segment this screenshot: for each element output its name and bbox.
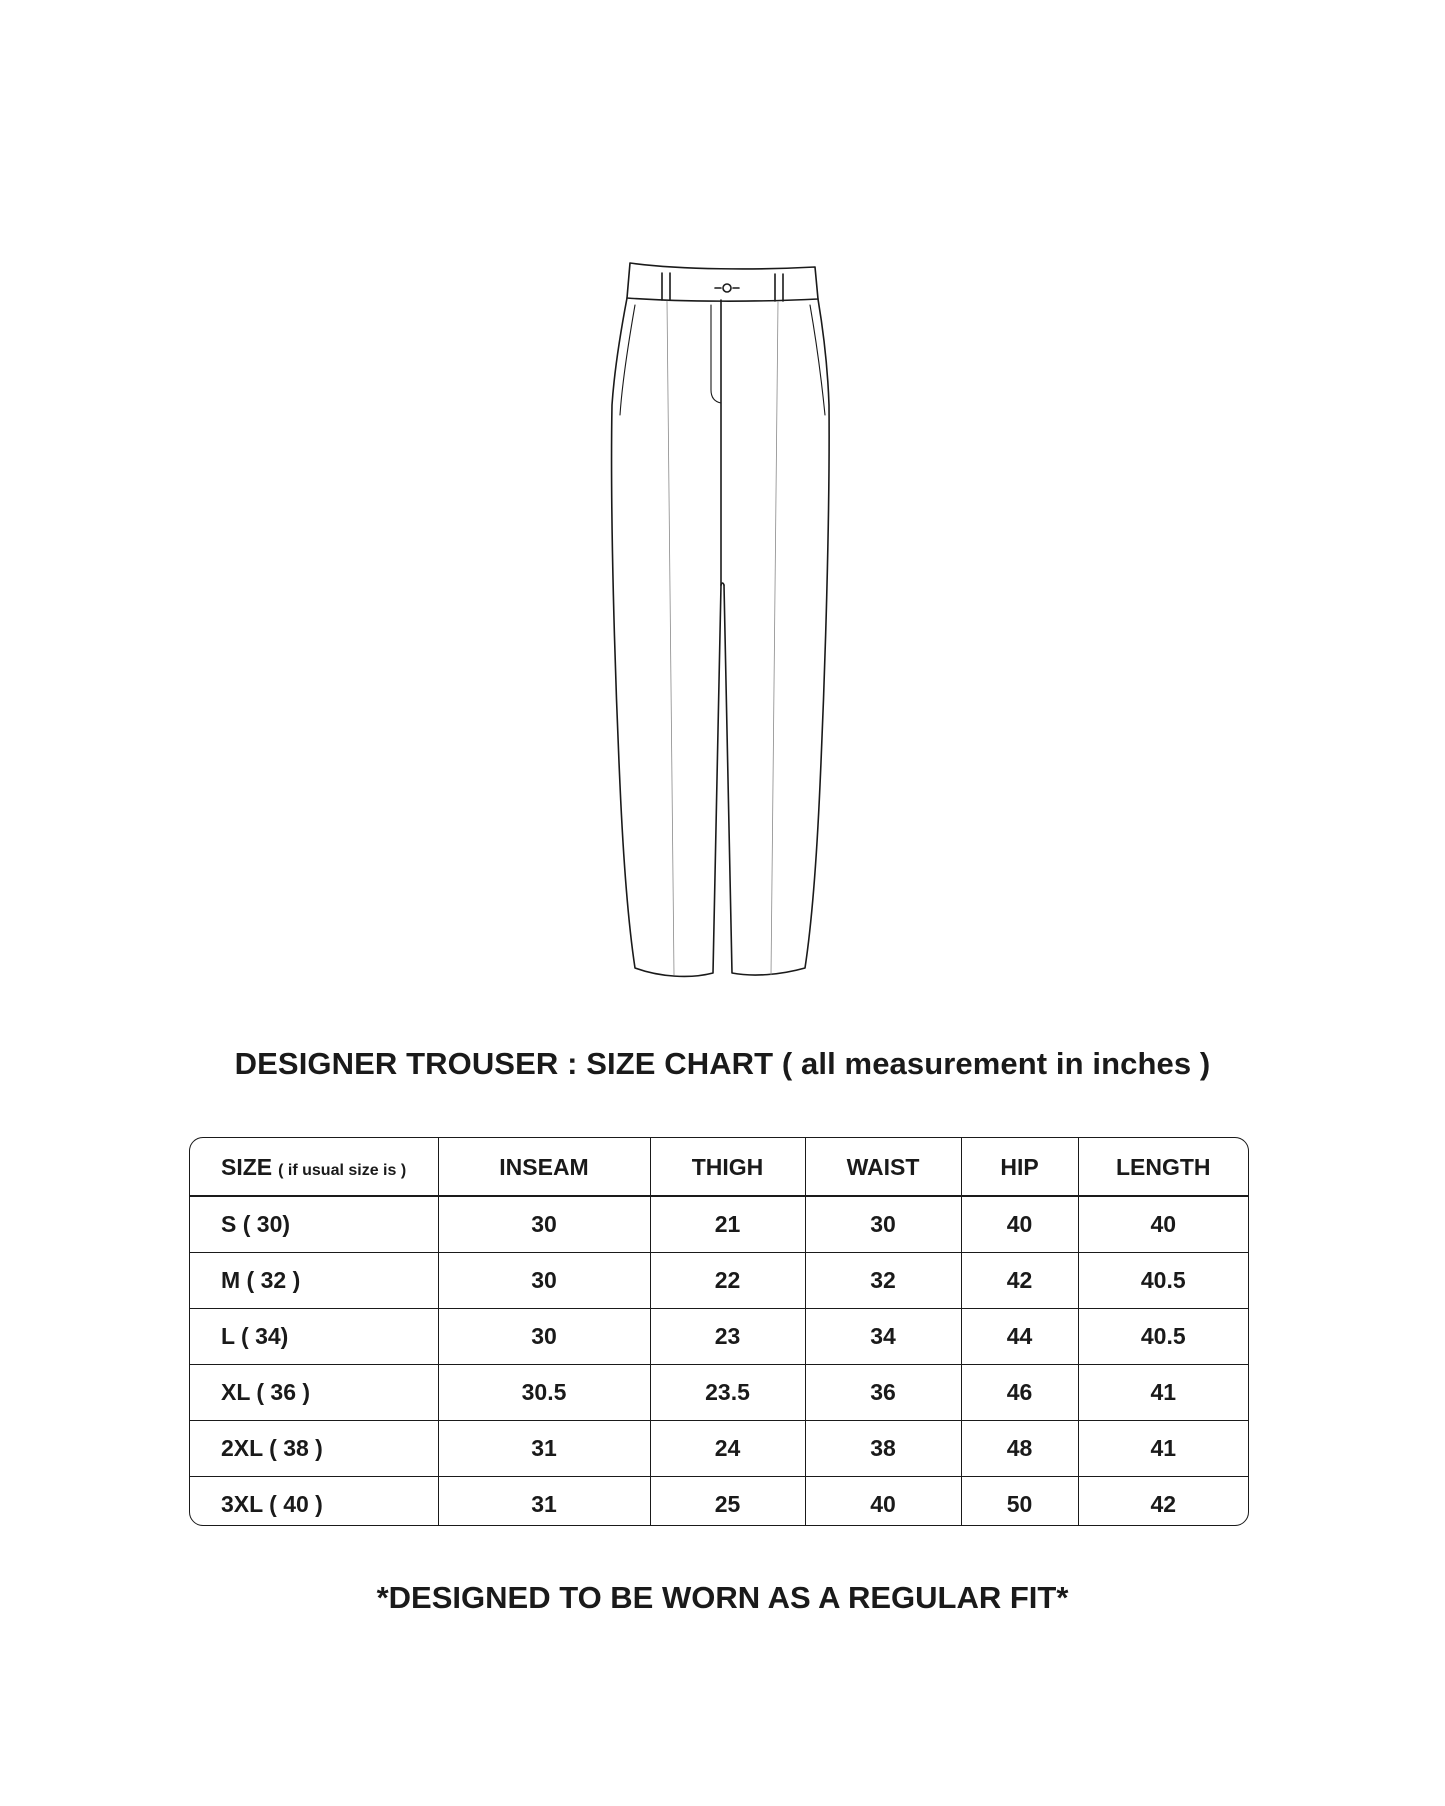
thigh-cell: 25 bbox=[650, 1477, 805, 1527]
size-chart-title: DESIGNER TROUSER : SIZE CHART ( all measurement in inches ) bbox=[234, 1046, 1211, 1081]
size-cell: S ( 30) bbox=[190, 1196, 438, 1253]
hip-cell: 42 bbox=[961, 1253, 1078, 1309]
thigh-cell: 23.5 bbox=[650, 1365, 805, 1421]
fit-note: *DESIGNED TO BE WORN AS A REGULAR FIT* bbox=[376, 1580, 1069, 1615]
size-header-label: SIZE bbox=[221, 1154, 273, 1180]
thigh-column-header: THIGH bbox=[650, 1138, 805, 1196]
thigh-cell: 21 bbox=[650, 1196, 805, 1253]
size-header-note: ( if usual size is ) bbox=[278, 1162, 407, 1179]
thigh-cell: 22 bbox=[650, 1253, 805, 1309]
length-cell: 40.5 bbox=[1078, 1253, 1248, 1309]
length-cell: 41 bbox=[1078, 1421, 1248, 1477]
waist-cell: 38 bbox=[805, 1421, 961, 1477]
thigh-cell: 23 bbox=[650, 1309, 805, 1365]
waist-cell: 32 bbox=[805, 1253, 961, 1309]
inseam-cell: 30.5 bbox=[438, 1365, 650, 1421]
length-column-header: LENGTH bbox=[1078, 1138, 1248, 1196]
table-header-row bbox=[190, 1138, 1248, 1196]
waist-cell: 36 bbox=[805, 1365, 961, 1421]
size-column-header bbox=[190, 1138, 438, 1196]
size-chart-table bbox=[189, 1137, 1249, 1526]
waist-cell: 40 bbox=[805, 1477, 961, 1527]
hip-cell: 50 bbox=[961, 1477, 1078, 1527]
length-cell: 40 bbox=[1078, 1196, 1248, 1253]
size-cell: L ( 34) bbox=[190, 1309, 438, 1365]
length-cell: 42 bbox=[1150, 1491, 1177, 1517]
hip-column-header: HIP bbox=[961, 1138, 1078, 1196]
length-cell: 40.5 bbox=[1078, 1309, 1248, 1365]
inseam-cell: 30 bbox=[438, 1253, 650, 1309]
hip-cell: 48 bbox=[961, 1421, 1078, 1477]
table-row bbox=[190, 1253, 1248, 1309]
table-row bbox=[190, 1421, 1248, 1477]
waist-column-header: WAIST bbox=[805, 1138, 961, 1196]
size-cell: 3XL ( 40 ) bbox=[190, 1477, 438, 1527]
size-cell: 2XL ( 38 ) bbox=[190, 1421, 438, 1477]
size-cell: M ( 32 ) bbox=[190, 1253, 438, 1309]
hip-cell: 44 bbox=[961, 1309, 1078, 1365]
hip-cell: 46 bbox=[961, 1365, 1078, 1421]
inseam-cell: 30 bbox=[438, 1309, 650, 1365]
hip-cell: 40 bbox=[961, 1196, 1078, 1253]
trouser-flat-sketch-icon bbox=[590, 255, 855, 985]
table-row bbox=[190, 1477, 1248, 1527]
thigh-cell: 24 bbox=[650, 1421, 805, 1477]
inseam-cell: 30 bbox=[438, 1196, 650, 1253]
table-row bbox=[190, 1365, 1248, 1421]
table-row bbox=[190, 1309, 1248, 1365]
table-row bbox=[190, 1196, 1248, 1253]
waist-cell: 34 bbox=[805, 1309, 961, 1365]
inseam-cell: 31 bbox=[438, 1421, 650, 1477]
length-cell: 41 bbox=[1078, 1365, 1248, 1421]
trouser-illustration bbox=[590, 255, 855, 985]
waist-cell: 30 bbox=[805, 1196, 961, 1253]
inseam-cell: 31 bbox=[438, 1477, 650, 1527]
size-cell: XL ( 36 ) bbox=[190, 1365, 438, 1421]
inseam-column-header: INSEAM bbox=[438, 1138, 650, 1196]
